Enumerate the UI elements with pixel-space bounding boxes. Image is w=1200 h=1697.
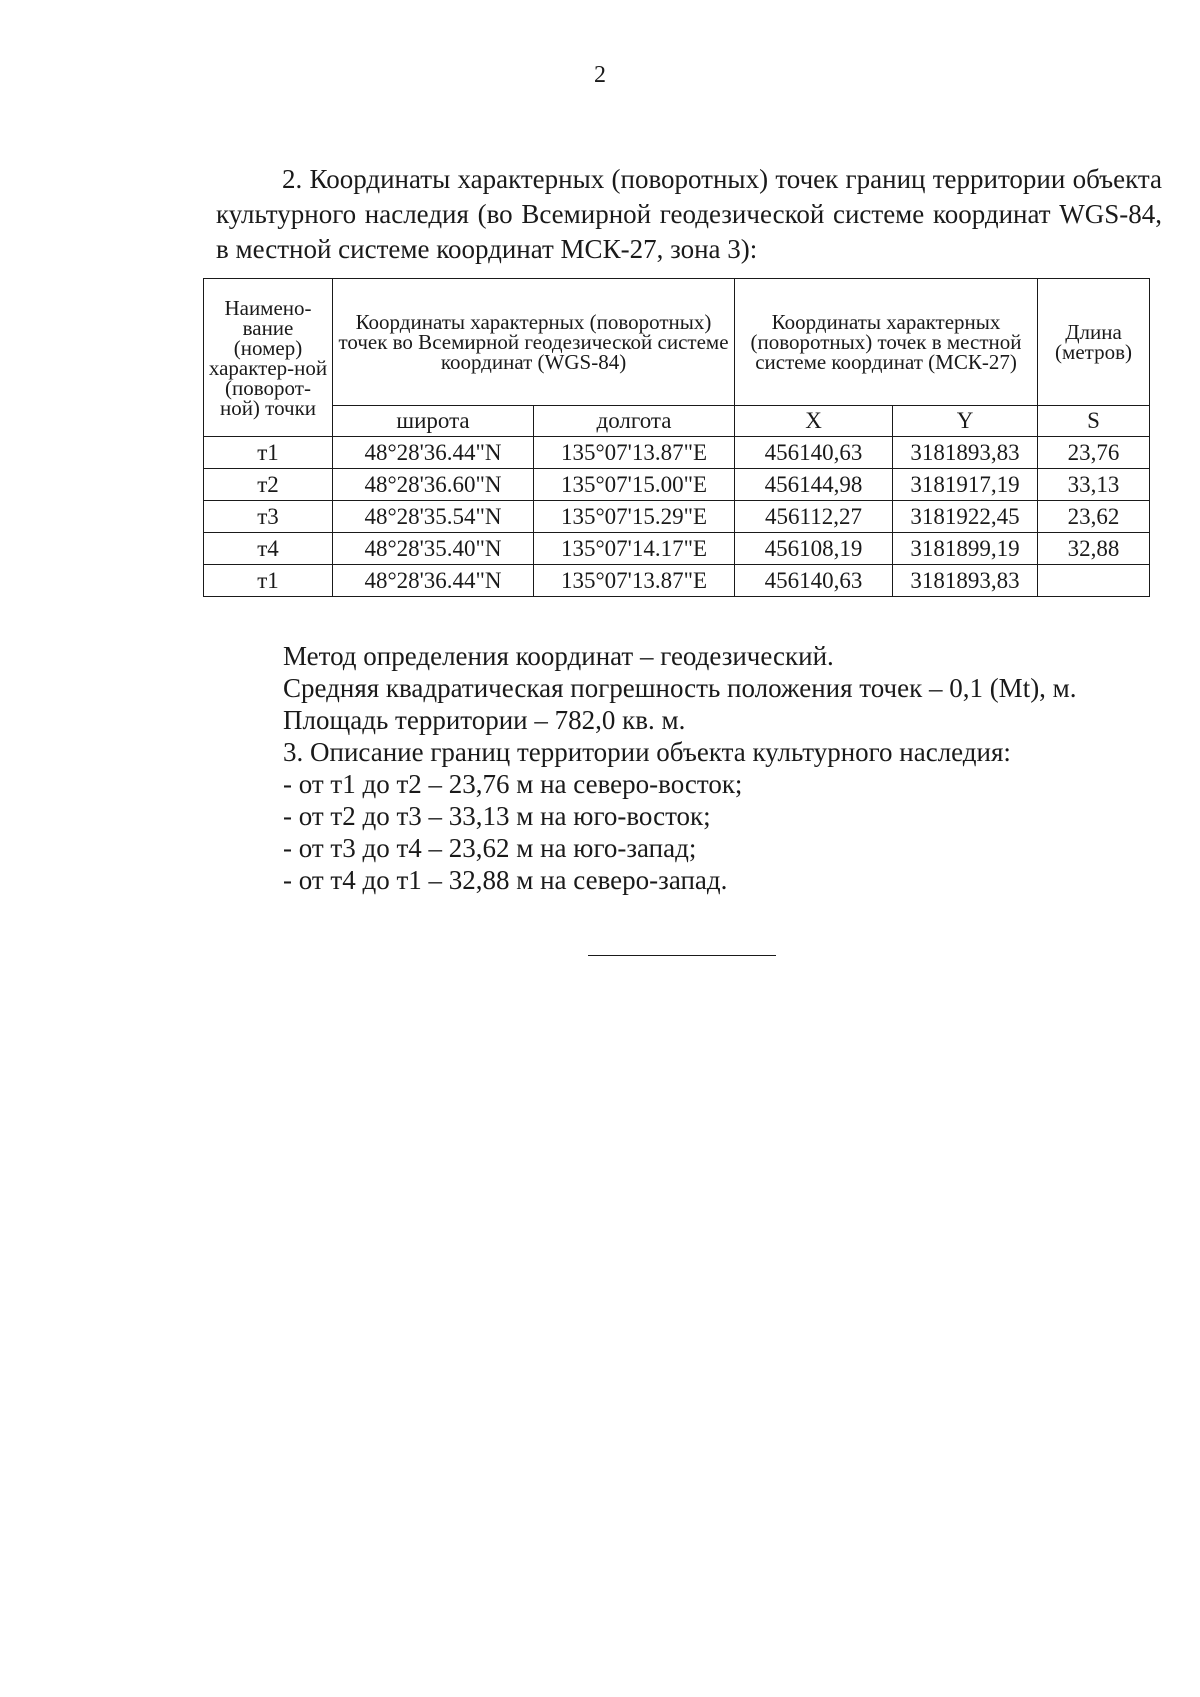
cell-length: [1038, 565, 1150, 597]
cell-point-name: т4: [204, 533, 333, 565]
cell-longitude: 135°07'13.87"E: [534, 437, 735, 469]
header-msk27: Координаты характерных (поворотных) точек в местной системе координат (МСК-27): [735, 279, 1038, 406]
subheader-y: Y: [893, 406, 1038, 437]
cell-point-name: т3: [204, 501, 333, 533]
area-line: Площадь территории – 782,0 кв. м.: [283, 705, 686, 735]
end-of-document-rule: [588, 955, 776, 956]
cell-x: 456140,63: [735, 437, 893, 469]
cell-longitude: 135°07'15.29"E: [534, 501, 735, 533]
subheader-longitude: долгота: [534, 406, 735, 437]
table-row: [204, 501, 1150, 533]
cell-length: 23,62: [1038, 501, 1150, 533]
header-length: Длина (метров): [1038, 279, 1150, 406]
subheader-s: S: [1038, 406, 1150, 437]
cell-latitude: 48°28'36.44"N: [333, 565, 534, 597]
subheader-x: X: [735, 406, 893, 437]
cell-y: 3181899,19: [893, 533, 1038, 565]
cell-latitude: 48°28'35.54"N: [333, 501, 534, 533]
header-point-name: Наимено-вание (номер) характер-ной (поворот-ной) точки: [204, 279, 333, 437]
cell-point-name: т1: [204, 565, 333, 597]
cell-x: 456112,27: [735, 501, 893, 533]
subheader-latitude: широта: [333, 406, 534, 437]
boundary-segment: - от т3 до т4 – 23,62 м на юго-запад;: [283, 833, 697, 863]
table-row: [204, 469, 1150, 501]
boundary-segment: - от т2 до т3 – 33,13 м на юго-восток;: [283, 801, 711, 831]
cell-y: 3181893,83: [893, 437, 1038, 469]
cell-longitude: 135°07'15.00"E: [534, 469, 735, 501]
cell-latitude: 48°28'36.44"N: [333, 437, 534, 469]
accuracy-line: Средняя квадратическая погрешность положения точек – 0,1 (Mt), м.: [283, 673, 1077, 703]
cell-y: 3181893,83: [893, 565, 1038, 597]
boundary-segment: - от т1 до т2 – 23,76 м на северо-восток;: [283, 769, 743, 799]
cell-x: 456140,63: [735, 565, 893, 597]
cell-longitude: 135°07'14.17"E: [534, 533, 735, 565]
cell-latitude: 48°28'36.60"N: [333, 469, 534, 501]
table-row: [204, 437, 1150, 469]
table-row: [204, 533, 1150, 565]
table-row: [204, 565, 1150, 597]
cell-y: 3181922,45: [893, 501, 1038, 533]
method-line: Метод определения координат – геодезический.: [283, 641, 834, 671]
cell-latitude: 48°28'35.40"N: [333, 533, 534, 565]
section-3-heading: 3. Описание границ территории объекта культурного наследия:: [283, 737, 1011, 767]
coordinates-table: [203, 278, 1150, 597]
cell-length: 32,88: [1038, 533, 1150, 565]
section-2-heading: 2. Координаты характерных (поворотных) точек границ территории объекта культурного наследия (во Всемирной геодезической системе координат WGS-84, в местной системе координат МСК-27, зона 3):: [216, 164, 1162, 264]
boundary-segment: - от т4 до т1 – 32,88 м на северо-запад.: [283, 865, 728, 895]
cell-length: 23,76: [1038, 437, 1150, 469]
page-number: 2: [594, 62, 606, 88]
cell-point-name: т2: [204, 469, 333, 501]
cell-longitude: 135°07'13.87"E: [534, 565, 735, 597]
method-and-boundary-description: [283, 640, 1183, 896]
cell-length: 33,13: [1038, 469, 1150, 501]
header-wgs84: Координаты характерных (поворотных) точек во Всемирной геодезической системе координат (WGS-84): [333, 279, 735, 406]
cell-point-name: т1: [204, 437, 333, 469]
cell-x: 456108,19: [735, 533, 893, 565]
cell-x: 456144,98: [735, 469, 893, 501]
cell-y: 3181917,19: [893, 469, 1038, 501]
